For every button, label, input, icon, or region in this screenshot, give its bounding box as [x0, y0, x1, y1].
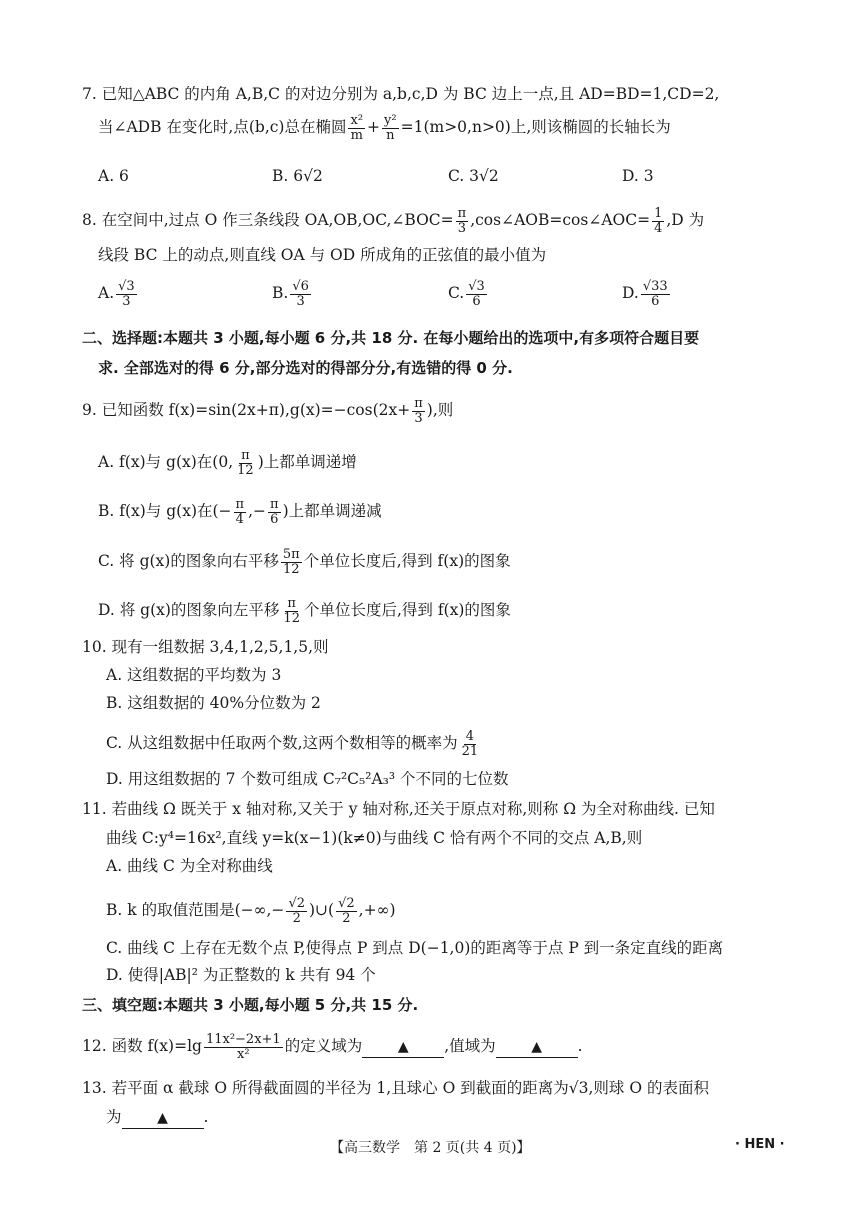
q11-option-a: A. 曲线 C 为全对称曲线 — [106, 857, 273, 875]
q10-option-d: D. 用这组数据的 7 个数可组成 C₇²C₅²A₃³ 个不同的七位数 — [106, 770, 509, 788]
q8-option-a: A. $\frac{√3}{3}$ — [98, 279, 135, 309]
q9-option-d: D. 将 g(x)的图象向左平移 $\frac{\pi}{12}$ 个单位长度后,得到 f(x)的图象 — [98, 596, 511, 626]
q12-answer-blank-2[interactable]: ▲ — [496, 1037, 578, 1058]
q7-option-d: D. 3 — [622, 167, 654, 185]
q7-line2-pre: 当∠ADB 在变化时,点(b,c)总在椭圆 — [98, 118, 347, 137]
q7-line2-post: =1(m>0,n>0)上,则该椭圆的长轴长为 — [400, 118, 671, 137]
q10-option-a: A. 这组数据的平均数为 3 — [106, 666, 282, 684]
q9-option-a: A. f(x)与 g(x)在(0, $\frac{\pi}{12}$ )上都单调递增 — [98, 448, 357, 478]
footer-code: · HEN · — [735, 1137, 785, 1152]
q12-line: 12. 函数 f(x)=lg $\frac{\text{11x²−2x+1}}{\text{x²}}$ 的定义域为 ▲ ,值域为 ▲ . — [82, 1032, 583, 1062]
q10-option-b: B. 这组数据的 40%分位数为 2 — [106, 694, 321, 712]
q13-answer-blank[interactable]: ▲ — [122, 1108, 204, 1129]
q8-option-c: C. $\frac{√3}{6}$ — [448, 279, 485, 309]
q7-option-b: B. 6√2 — [272, 167, 323, 185]
q7-line2: 当∠ADB 在变化时,点(b,c)总在椭圆 $\frac{\text{x²}}{m}$ + $\frac{\text{y²}}{n}$ =1(m>0,n>0)上,则该椭圆的长轴长为 — [98, 113, 671, 143]
q11-option-d: D. 使得|AB|² 为正整数的 k 共有 94 个 — [106, 966, 376, 984]
q11-line1: 11. 若曲线 Ω 既关于 x 轴对称,又关于 y 轴对称,还关于原点对称,则称 Ω 为全对称曲线. 已知 — [82, 800, 715, 818]
q8-line2: 线段 BC 上的动点,则直线 OA 与 OD 所成角的正弦值的最小值为 — [98, 246, 547, 264]
section3-heading: 三、填空题:本题共 3 小题,每小题 5 分,共 15 分. — [82, 996, 419, 1014]
section2-heading-line2: 求. 全部选对的得 6 分,部分选对的得部分分,有选错的得 0 分. — [98, 359, 513, 377]
q13-line1: 13. 若平面 α 截球 O 所得截面圆的半径为 1,且球心 O 到截面的距离为√3,则球 O 的表面积 — [82, 1079, 709, 1097]
q9-option-c: C. 将 g(x)的图象向右平移 $\frac{5\pi}{12}$ 个单位长度后,得到 f(x)的图象 — [98, 547, 511, 577]
q9-option-b: B. f(x)与 g(x)在(− $\frac{\pi}{4}$ ,− $\frac{\pi}{6}$ )上都单调递减 — [98, 497, 382, 527]
footer-page-label: 【高三数学 第 2 页(共 4 页)】 — [330, 1140, 531, 1156]
q7-frac-y: $\frac{\text{y²}}{n}$ — [384, 113, 397, 143]
section2-heading-line1: 二、选择题:本题共 3 小题,每小题 6 分,共 18 分. 在每小题给出的选项中,有多项符合题目要 — [82, 329, 700, 347]
q8-option-b: B. $\frac{√6}{3}$ — [272, 279, 309, 309]
q7-frac-x: $\frac{\text{x²}}{m}$ — [350, 113, 364, 143]
q8-option-d: D. $\frac{√33}{6}$ — [622, 279, 668, 309]
q8-frac-pi3: $\frac{\pi}{3}$ — [457, 206, 467, 236]
q8-frac-14: $\frac{1}{4}$ — [654, 206, 663, 236]
q11-line2: 曲线 C:y⁴=16x²,直线 y=k(x−1)(k≠0)与曲线 C 恰有两个不同的交点 A,B,则 — [106, 829, 643, 847]
q13-line2: 为 ▲ . — [106, 1108, 208, 1129]
q11-option-c: C. 曲线 C 上存在无数个点 P,使得点 P 到点 D(−1,0)的距离等于点 P 到一条定直线的距离 — [106, 939, 724, 957]
q11-option-b: B. k 的取值范围是(−∞,− $\frac{√2}{2}$ )∪( $\frac{√2}{2}$ ,+∞) — [106, 896, 396, 926]
q7-line1: 7. 已知△ABC 的内角 A,B,C 的对边分别为 a,b,c,D 为 BC 边上一点,且 AD=BD=1,CD=2, — [82, 85, 720, 103]
q10-option-c: C. 从这组数据中任取两个数,这两个数相等的概率为 $\frac{4}{21}$ — [106, 729, 479, 759]
q12-answer-blank-1[interactable]: ▲ — [362, 1037, 444, 1058]
q10-stem: 10. 现有一组数据 3,4,1,2,5,1,5,则 — [82, 638, 329, 656]
q7-option-a: A. 6 — [98, 167, 129, 185]
q7-option-c: C. 3√2 — [448, 167, 499, 185]
q9-stem: 9. 已知函数 f(x)=sin(2x+π),g(x)=−cos(2x+ $\frac{\pi}{3}$ ),则 — [82, 396, 454, 426]
q8-line1: 8. 在空间中,过点 O 作三条线段 OA,OB,OC,∠BOC= $\frac{\pi}{3}$ ,cos∠AOB=cos∠AOC= $\frac{1}{4}$ ,D 为 — [82, 206, 705, 236]
